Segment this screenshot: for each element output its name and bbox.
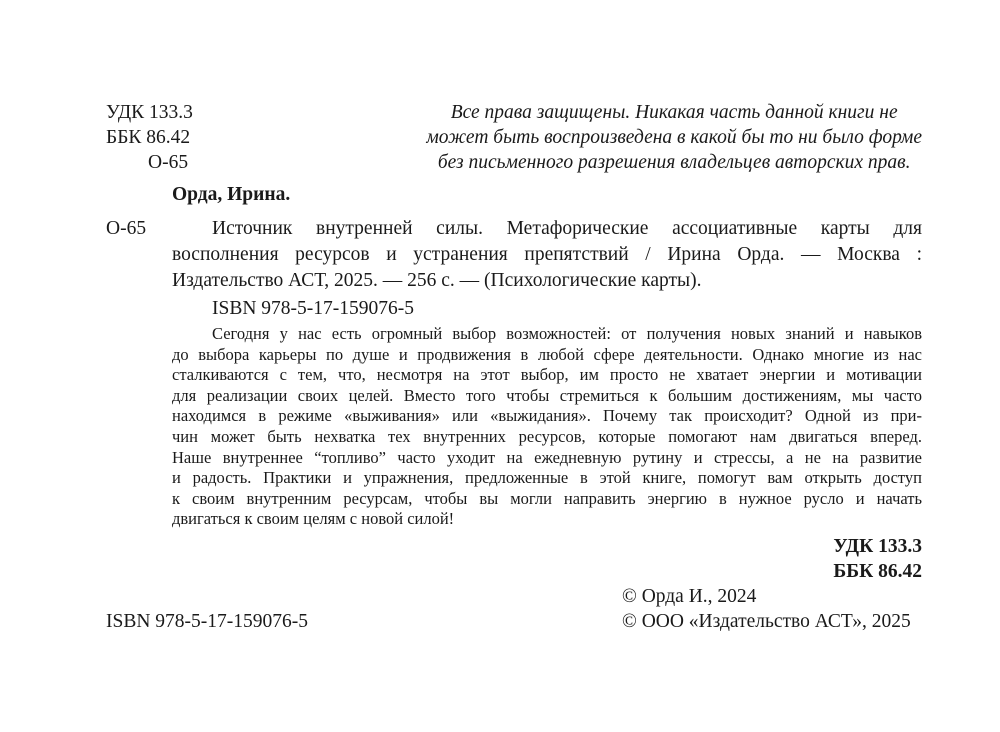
author-heading: Орда, Ирина. [172, 184, 291, 205]
bib-line: восполнения ресурсов и устранения препятствий / Ирина Орда. — Москва : [172, 244, 922, 265]
bottom-classification-codes [833, 534, 922, 584]
copyright-line: © Орда И., 2024 [622, 586, 757, 607]
rights-line: без письменного разрешения владельцев авторских прав. [437, 152, 911, 173]
annotation-line: для реализации своих целей. Вместо того чтобы стремиться к большим достижениям, мы часто [172, 385, 922, 405]
copyright-line: © ООО «Издательство АСТ», 2025 [622, 611, 911, 632]
annotation-line: Сегодня у нас есть огромный выбор возможностей: от получения новых знаний и навыков [212, 324, 922, 343]
annotation-line: Наше внутреннее “топливо” часто уходит на ежедневную рутину и стрессы, а не на развитие [172, 447, 922, 467]
annotation-line: двигаться к своим целям с новой силой! [172, 509, 455, 529]
bib-line: Издательство АСТ, 2025. — 256 с. — (Психологические карты). [172, 270, 702, 291]
bib-line: Источник внутренней силы. Метафорические ассоциативные карты для [212, 218, 922, 239]
bibliographic-record [172, 216, 922, 294]
rights-notice [426, 100, 922, 175]
annotation-line: сталкиваются с тем, что, несмотря на этот выбор, им просто не хватает энергии и мотивации [172, 365, 922, 385]
annotation [172, 324, 922, 530]
rights-line: может быть воспроизведена в какой бы то ни было форме [426, 127, 922, 148]
bottom-isbn: ISBN 978-5-17-159076-5 [106, 611, 309, 632]
annotation-line: к своим внутренним ресурсам, чтобы вы могли направить энергию в нужное русло и начать [172, 488, 922, 508]
annotation-line: находимся в режиме «выживания» или «выжидания». Почему так происходит? Одной из при- [172, 406, 922, 426]
bottom-udk-code: УДК 133.3 [833, 536, 922, 557]
bib-author-sign: О-65 [106, 218, 147, 239]
bbk-code: ББК 86.42 [106, 127, 191, 148]
bottom-bbk-code: ББК 86.42 [833, 561, 922, 582]
isbn-line: ISBN 978-5-17-159076-5 [212, 298, 415, 319]
annotation-line: до выбора карьеры по душе и продвижения в любой сфере деятельности. Однако многие из нас [172, 344, 922, 364]
classification-codes [106, 100, 193, 175]
udk-code: УДК 133.3 [106, 102, 193, 123]
annotation-line: чин может быть нехватка тех внутренних ресурсов, которые помогают нам двигаться вперед. [172, 426, 922, 446]
copyright-block [622, 584, 911, 634]
author-sign: О-65 [148, 152, 189, 173]
rights-line: Все права защищены. Никакая часть данной книги не [450, 102, 898, 123]
annotation-line: и радость. Практики и упражнения, предложенные в этой книге, помогут вам открыть доступ [172, 468, 922, 488]
